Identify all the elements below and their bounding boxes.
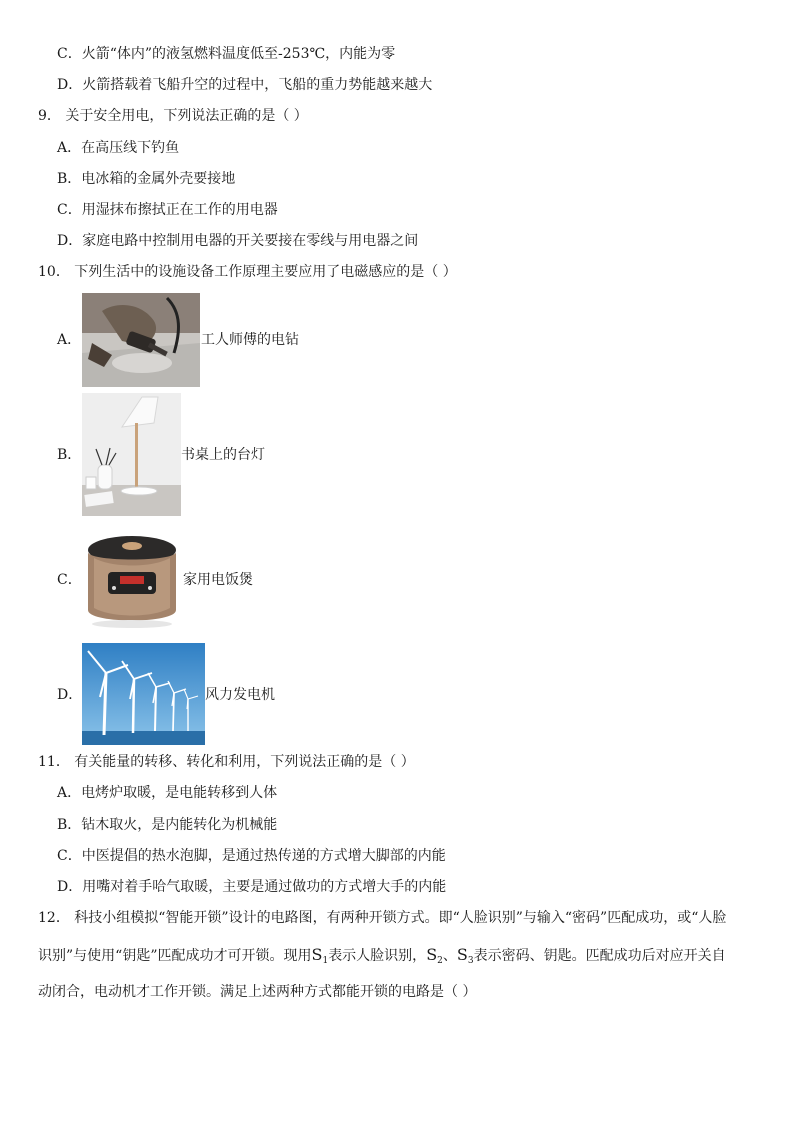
q12-line-2 <box>38 946 726 970</box>
q9-stem: 9． 关于安全用电，下列说法正确的是（ ） <box>38 108 308 124</box>
rice-cooker-photo <box>82 528 182 632</box>
q10-option-c-letter: C． <box>57 572 82 588</box>
q8-option-d: D．火箭搭载着飞船升空的过程中，飞船的重力势能越来越大 <box>57 77 433 93</box>
q9-option-d: D．家庭电路中控制用电器的开关要接在零线与用电器之间 <box>57 233 419 249</box>
q11-option-c: C．中医提倡的热水泡脚，是通过热传递的方式增大脚部的内能 <box>57 848 446 864</box>
q9-option-b: B．电冰箱的金属外壳要接地 <box>57 171 236 187</box>
q12-line-3: 动闭合，电动机才工作开锁。满足上述两种方式都能开锁的电路是（ ） <box>38 984 477 1000</box>
q10-option-b-letter: B． <box>57 447 82 463</box>
q12-symbol-s3: $S_3$ <box>456 945 474 966</box>
q12-text-c: 、 <box>442 948 457 964</box>
q12-symbol-s2: $S_2$ <box>426 945 443 966</box>
q11-option-a: A．电烤炉取暖，是电能转移到人体 <box>57 785 278 801</box>
q11-option-b: B．钻木取火，是内能转化为机械能 <box>57 817 278 833</box>
q10-option-c-caption: 家用电饭煲 <box>183 572 253 588</box>
q12-line-1: 12． 科技小组模拟“智能开锁”设计的电路图，有两种开锁方式。即“人脸识别”与输入“密码”匹配成功，或“人脸 <box>38 910 727 926</box>
wind-turbine-photo <box>82 643 205 745</box>
q12-text-a: 识别”与使用“钥匙”匹配成功才可开锁。现用 <box>38 948 312 964</box>
q11-stem: 11． 有关能量的转移、转化和利用，下列说法正确的是（ ） <box>38 754 415 770</box>
q10-option-b-caption: 书桌上的台灯 <box>181 447 265 463</box>
q10-option-a-caption: 工人师傅的电钻 <box>201 332 299 348</box>
q12-text-b: 表示人脸识别， <box>328 948 427 964</box>
q11-option-d: D．用嘴对着手哈气取暖，主要是通过做功的方式增大手的内能 <box>57 879 447 895</box>
q10-option-a-letter: A． <box>57 332 82 348</box>
desk-lamp-photo <box>82 393 181 516</box>
q9-option-c: C．用湿抹布擦拭正在工作的用电器 <box>57 202 278 218</box>
q9-option-a: A．在高压线下钓鱼 <box>57 140 180 156</box>
q10-stem: 10． 下列生活中的设施设备工作原理主要应用了电磁感应的是（ ） <box>38 264 457 280</box>
q12-symbol-s1: $S_1$ <box>311 945 329 966</box>
q10-option-d-caption: 风力发电机 <box>205 687 275 703</box>
q8-option-c: C．火箭“体内”的液氢燃料温度低至-253℃，内能为零 <box>57 46 396 62</box>
q10-option-d-letter: D． <box>57 687 83 703</box>
drill-photo <box>82 293 200 387</box>
q12-text-d: 表示密码、钥匙。匹配成功后对应开关自 <box>473 948 726 964</box>
